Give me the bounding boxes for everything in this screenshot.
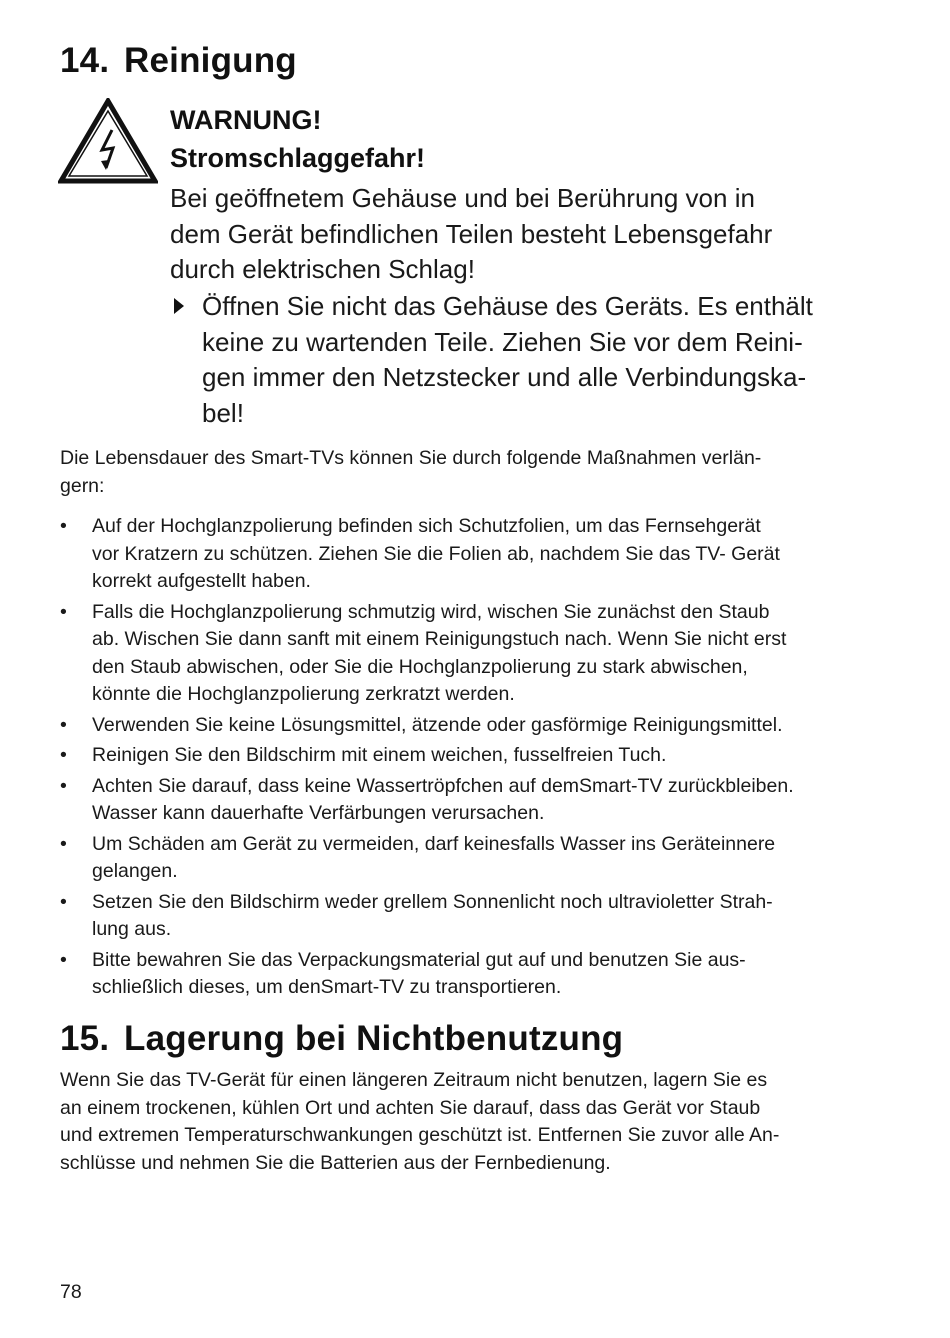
list-item bbox=[60, 947, 880, 1002]
section-heading-14 bbox=[60, 41, 297, 81]
warning-text bbox=[170, 181, 772, 288]
list-item-line: ab. Wischen Sie dann sanft mit einem Reinigungstuch nach. Wenn Sie nicht erst bbox=[92, 628, 787, 650]
bullet-dot: • bbox=[60, 948, 67, 971]
list-item-line: Achten Sie darauf, dass keine Wassertröpfchen auf demSmart-TV zurückbleiben. bbox=[92, 774, 794, 797]
list-item-line: könnte die Hochglanzpolierung zerkratzt werden. bbox=[92, 683, 515, 705]
list-item-line: gelangen. bbox=[92, 860, 178, 882]
list-item bbox=[60, 513, 880, 596]
storage-line: und extremen Temperaturschwankungen geschützt ist. Entfernen Sie zuvor alle An- bbox=[60, 1124, 780, 1146]
intro-line: Die Lebensdauer des Smart-TVs können Sie durch folgende Maßnahmen verlän- bbox=[60, 447, 762, 469]
warning-subtitle: Stromschlaggefahr! bbox=[170, 143, 426, 173]
warning-title: WARNUNG! bbox=[170, 105, 322, 135]
list-item-line: Verwenden Sie keine Lösungsmittel, ätzende oder gasförmige Reinigungsmittel. bbox=[92, 713, 783, 736]
storage-line: Wenn Sie das TV-Gerät für einen längeren Zeitraum nicht benutzen, lagern Sie es bbox=[60, 1069, 768, 1091]
list-item-line: schließlich dieses, um denSmart-TV zu transportieren. bbox=[92, 976, 562, 998]
warning-instruction-line: Öffnen Sie nicht das Gehäuse des Geräts. Es enthält bbox=[202, 291, 813, 321]
warning-text-line: dem Gerät befindlichen Teilen besteht Lebensgefahr bbox=[170, 218, 773, 249]
page-number: 78 bbox=[60, 1281, 82, 1303]
warning-instruction-line: keine zu wartenden Teile. Ziehen Sie vor dem Reini- bbox=[202, 326, 803, 357]
warning-text-line: Bei geöffnetem Gehäuse und bei Berührung von in bbox=[170, 183, 755, 213]
warning-text-line: durch elektrischen Schlag! bbox=[170, 254, 475, 284]
list-item-line: Wasser kann dauerhafte Verfärbungen verursachen. bbox=[92, 802, 545, 824]
bullet-dot: • bbox=[60, 832, 67, 855]
list-item bbox=[60, 742, 880, 770]
intro-line: gern: bbox=[60, 474, 105, 497]
section-number: 14. bbox=[60, 41, 110, 80]
section-number: 15. bbox=[60, 1019, 110, 1058]
list-item-line: Setzen Sie den Bildschirm weder grellem Sonnenlicht noch ultravioletter Strah- bbox=[92, 890, 773, 913]
warning-instruction-line: bel! bbox=[202, 397, 244, 428]
list-item bbox=[60, 889, 880, 944]
intro-paragraph bbox=[60, 445, 860, 500]
list-item bbox=[60, 773, 880, 828]
bullet-dot: • bbox=[60, 515, 67, 537]
bullet-dot: • bbox=[60, 744, 67, 766]
storage-line: an einem trockenen, kühlen Ort und achten Sie darauf, dass das Gerät vor Staub bbox=[60, 1096, 761, 1119]
bullet-dot: • bbox=[60, 713, 67, 736]
list-item-line: Um Schäden am Gerät zu vermeiden, darf keinesfalls Wasser ins Geräteinnere bbox=[92, 832, 776, 855]
warning-instruction-line: gen immer den Netzstecker und alle Verbindungska- bbox=[202, 362, 807, 392]
section-heading-15 bbox=[60, 1019, 623, 1059]
list-item-line: Falls die Hochglanzpolierung schmutzig wird, wischen Sie zunächst den Staub bbox=[92, 600, 770, 623]
list-item bbox=[60, 831, 880, 886]
list-item-line: Bitte bewahren Sie das Verpackungsmaterial gut auf und benutzen Sie aus- bbox=[92, 948, 746, 971]
section-title: Lagerung bei Nichtbenutzung bbox=[124, 1019, 624, 1058]
bullet-dot: • bbox=[60, 890, 67, 913]
section-title: Reinigung bbox=[124, 41, 297, 80]
storage-paragraph bbox=[60, 1067, 860, 1177]
electric-shock-warning-icon bbox=[58, 98, 158, 184]
list-item-line: korrekt aufgestellt haben. bbox=[92, 570, 311, 592]
list-item bbox=[60, 599, 880, 709]
list-item-line: den Staub abwischen, oder Sie die Hochglanzpolierung zu stark abwischen, bbox=[92, 655, 748, 678]
list-item-line: vor Kratzern zu schützen. Ziehen Sie die Folien ab, nachdem Sie das TV- Gerät bbox=[92, 542, 780, 565]
storage-line: schlüsse und nehmen Sie die Batterien aus der Fernbedienung. bbox=[60, 1151, 611, 1174]
list-item-line: lung aus. bbox=[92, 918, 172, 940]
arrow-bullet-icon bbox=[172, 297, 186, 315]
list-item-line: Reinigen Sie den Bildschirm mit einem weichen, fusselfreien Tuch. bbox=[92, 744, 667, 766]
warning-instruction bbox=[202, 289, 813, 431]
list-item-line: Auf der Hochglanzpolierung befinden sich Schutzfolien, um das Fernsehgerät bbox=[92, 515, 761, 537]
list-item bbox=[60, 712, 880, 740]
bullet-dot: • bbox=[60, 600, 67, 623]
cleaning-tips-list bbox=[60, 513, 880, 1005]
bullet-dot: • bbox=[60, 774, 67, 797]
